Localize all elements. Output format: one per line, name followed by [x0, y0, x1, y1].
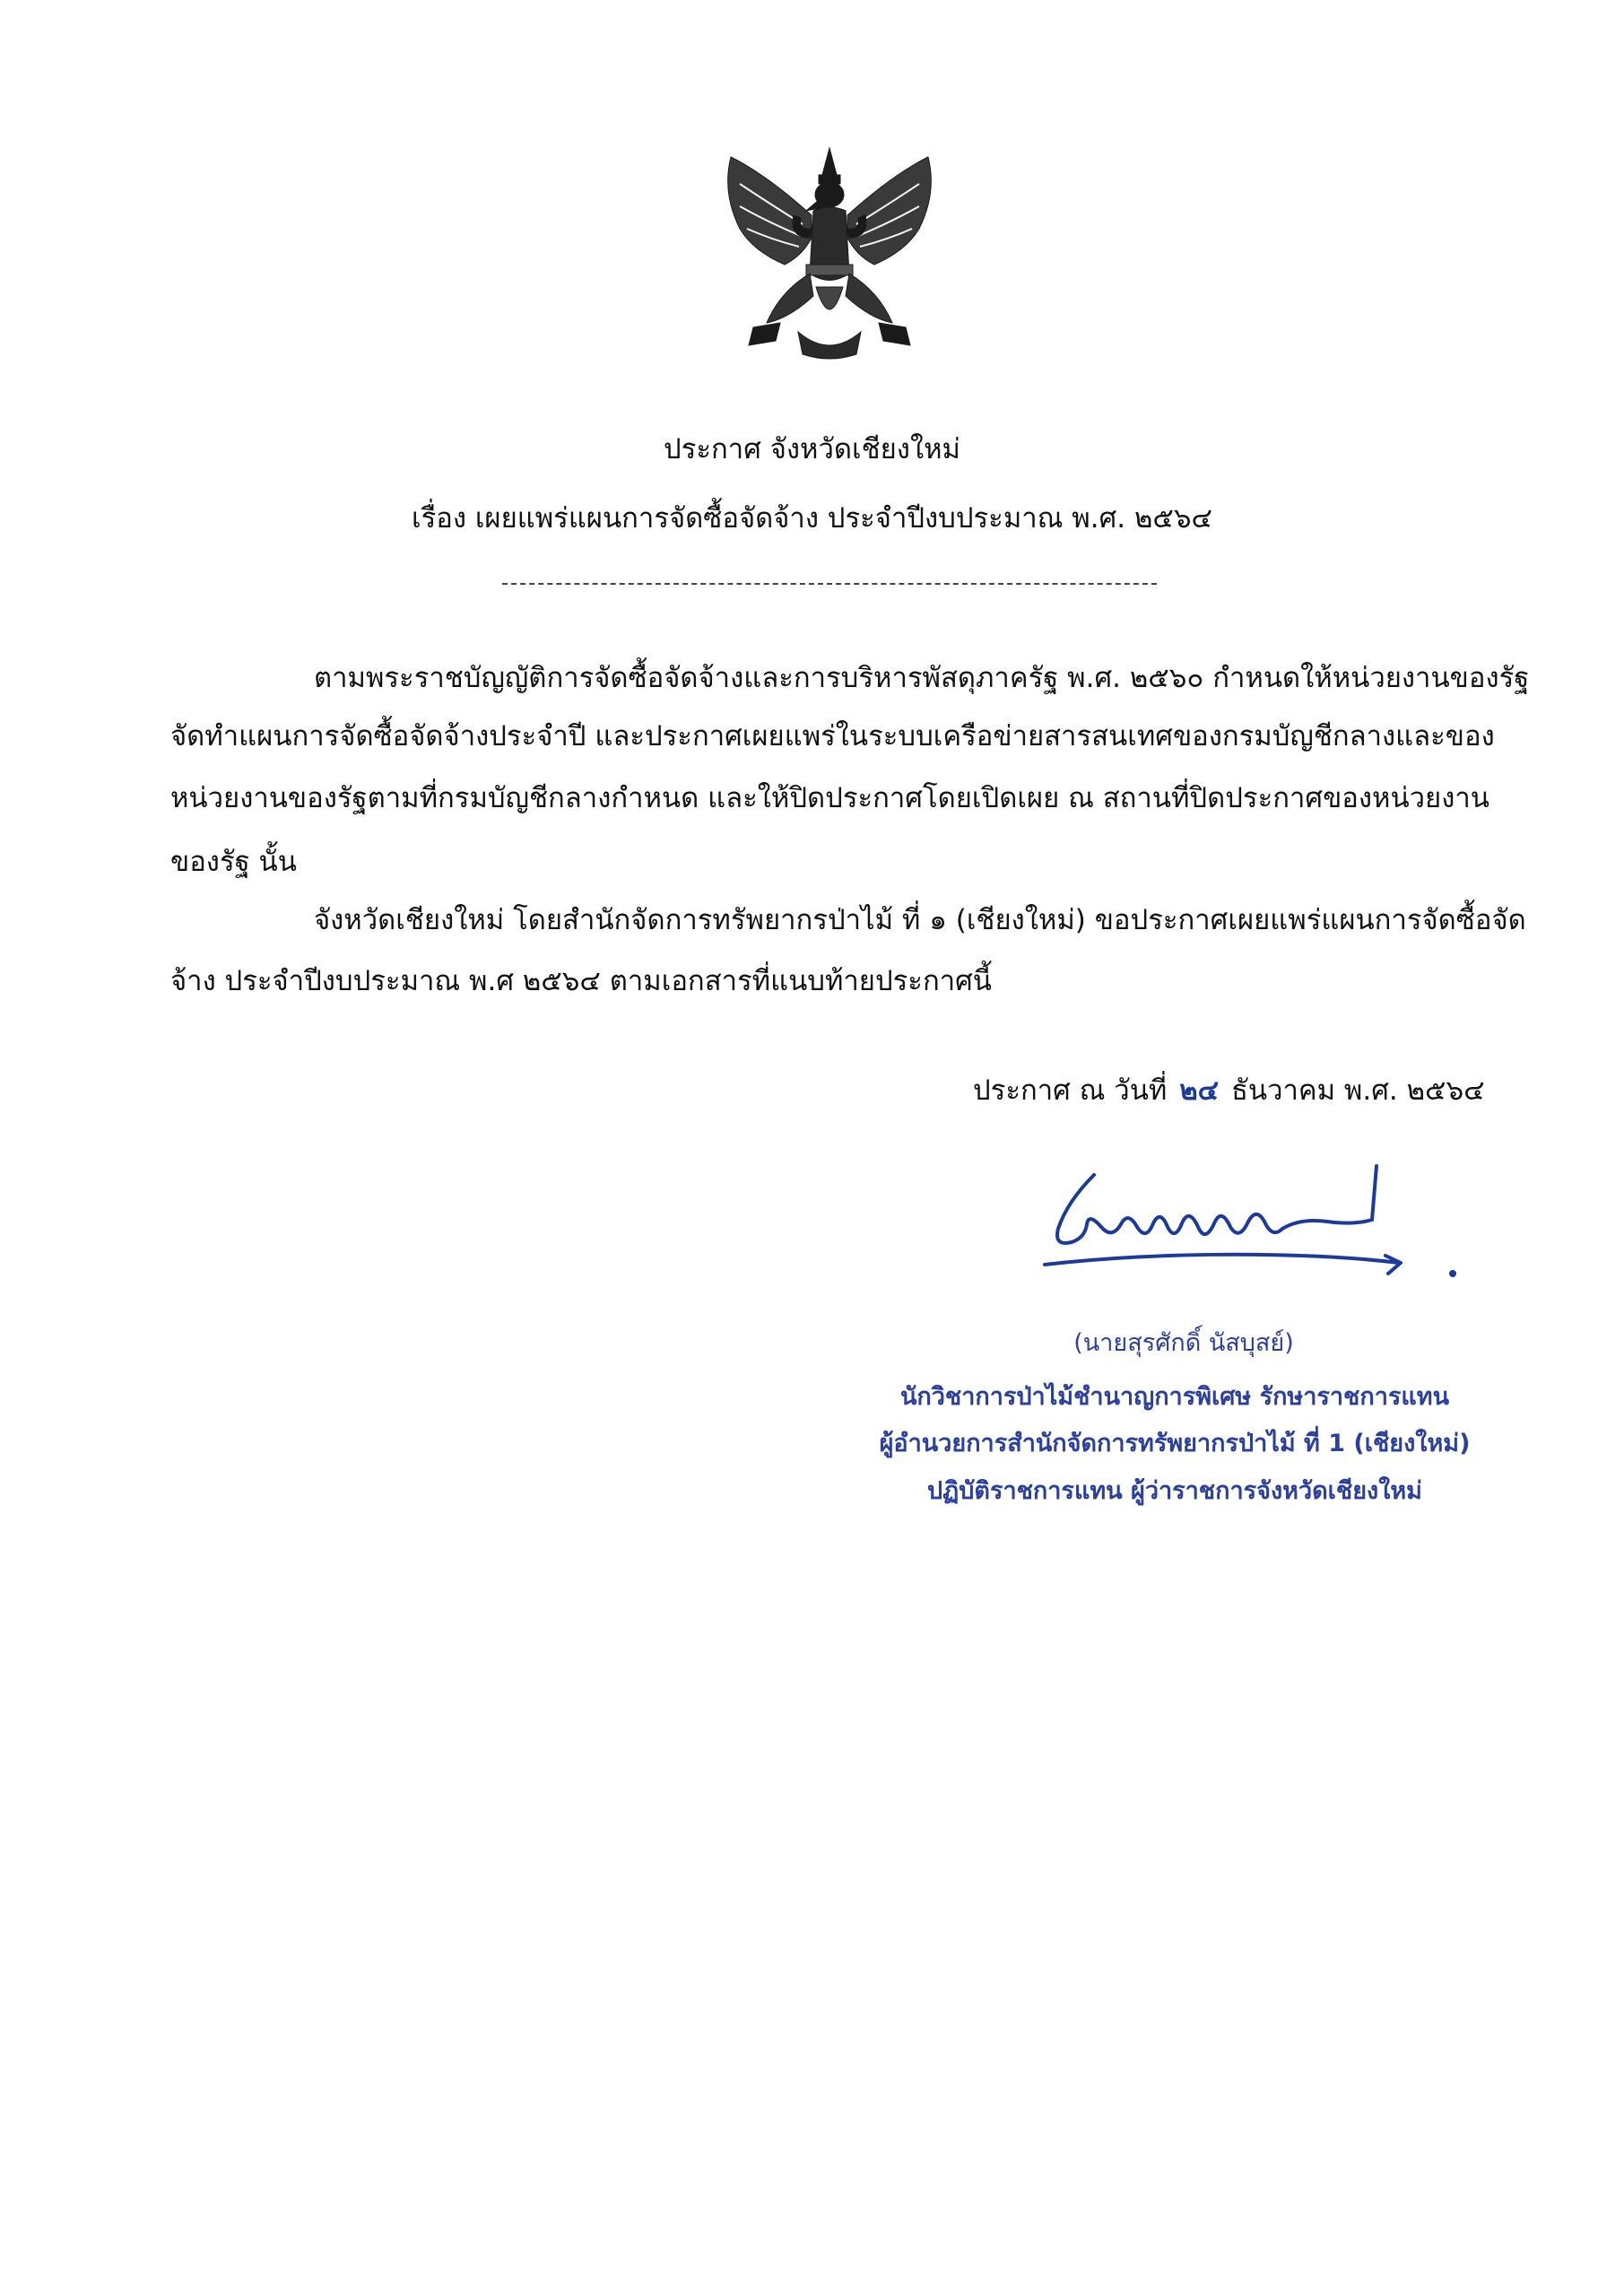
date-suffix: ธันวาคม พ.ศ. ๒๕๖๔ — [1230, 1074, 1485, 1107]
announcement-date — [973, 1067, 1485, 1112]
header-divider — [502, 583, 1157, 585]
garuda-emblem-icon — [713, 139, 946, 368]
date-day: ๒๔ — [1179, 1074, 1220, 1107]
signer-title-3: ปฏิบัติราชการแทน ผู้ว่าราชการจังหวัดเชียงใหม่ — [927, 1477, 1422, 1505]
signer-title-2: ผู้อำนวยการสำนักจัดการทรัพยากรป่าไม้ ที่ 1 (เชียงใหม่) — [879, 1430, 1471, 1457]
paragraph-2-line-2: จ้าง ประจำปีงบประมาณ พ.ศ ๒๕๖๔ ตามเอกสารที่แนบท้ายประกาศนี้ — [170, 965, 992, 997]
signer-title-1: นักวิชาการป่าไม้ชำนาญการพิเศษ รักษาราชการแทน — [899, 1383, 1450, 1411]
announcement-subject: เรื่อง เผยแพร่แผนการจัดซื้อจัดจ้าง ประจำปีงบประมาณ พ.ศ. ๒๕๖๔ — [411, 502, 1212, 535]
paragraph-1-line-4: ของรัฐ นั้น — [170, 846, 297, 878]
announcement-issuer: ประกาศ จังหวัดเชียงใหม่ — [664, 433, 960, 465]
paragraph-2-line-1: จังหวัดเชียงใหม่ โดยสำนักจัดการทรัพยากรป่าไม้ ที่ ๑ (เชียงใหม่) ขอประกาศเผยแพร่แผนการจัดซื้อจัด — [314, 904, 1526, 936]
paragraph-1-line-2: จัดทำแผนการจัดซื้อจัดจ้างประจำปี และประกาศเผยแพร่ในระบบเครือข่ายสารสนเทศของกรมบัญชีกลางและของ — [170, 720, 1495, 752]
paragraph-1-line-1: ตามพระราชบัญญัติการจัดซื้อจัดจ้างและการบริหารพัสดุภาครัฐ พ.ศ. ๒๕๖๐ กำหนดให้หน่วยงานของรัฐ — [314, 662, 1530, 694]
date-prefix: ประกาศ ณ วันที่ — [973, 1074, 1168, 1107]
paragraph-1-line-3: หน่วยงานของรัฐตามที่กรมบัญชีกลางกำหนด และให้ปิดประกาศโดยเปิดเผย ณ สถานที่ปิดประกาศของหน่วยงาน — [170, 782, 1489, 814]
signer-name: (นายสุรศักดิ์ นัสบุสย์) — [1073, 1329, 1294, 1357]
handwritten-signature — [1031, 1148, 1471, 1300]
